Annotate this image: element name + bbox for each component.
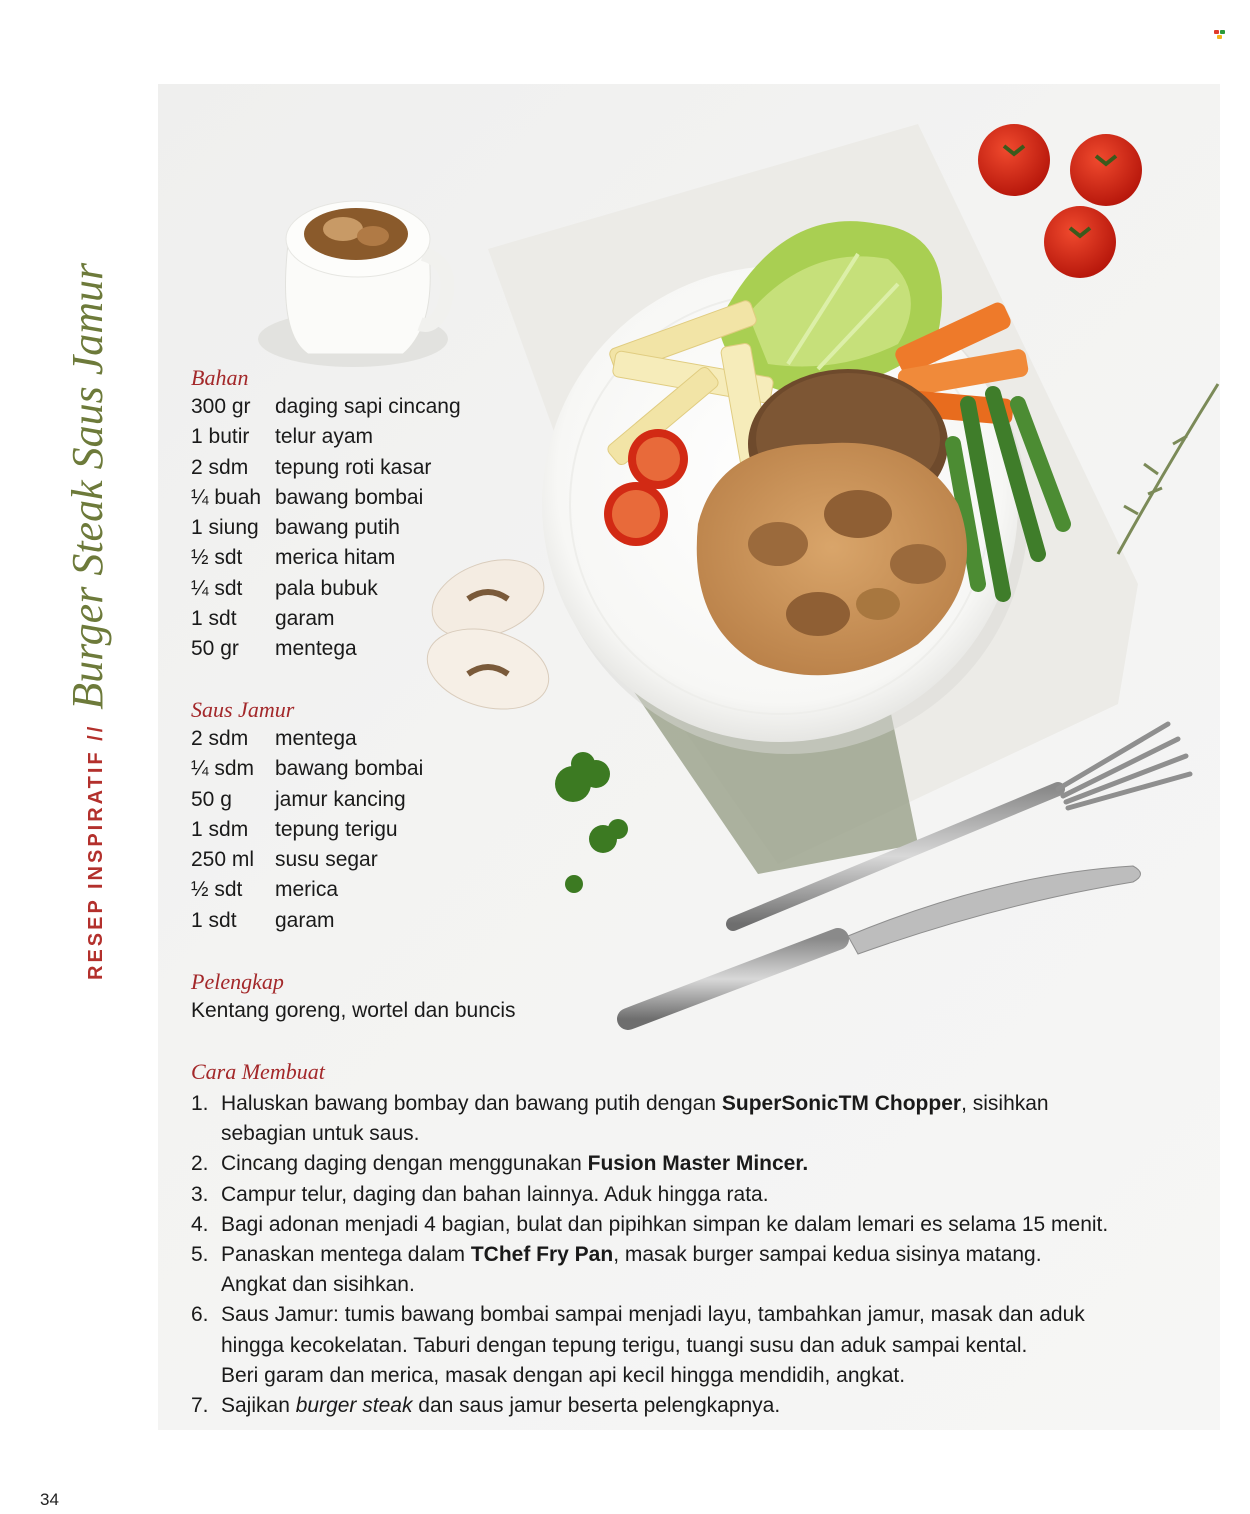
step-item: 2. Cincang daging dengan menggunakan Fusion Master Mincer. <box>191 1152 809 1176</box>
cherry-tomatoes <box>978 124 1142 278</box>
parsley <box>555 752 628 893</box>
bahan-list <box>191 392 461 665</box>
pelengkap-heading: Pelengkap <box>191 969 284 994</box>
list-item: 1 butir telur ayam <box>191 425 374 449</box>
step-item: 5. Panaskan mentega dalam TChef Fry Pan, masak burger sampai kedua sisinya matang. Angkat dan sisihkan. <box>191 1243 1042 1297</box>
list-item: ¼ sdt pala bubuk <box>191 576 378 600</box>
thyme-sprig <box>1118 384 1218 554</box>
pelengkap-text: Kentang goreng, wortel dan buncis <box>191 999 516 1022</box>
list-item: 250 ml susu segar <box>191 848 378 872</box>
list-item: 1 sdm tepung terigu <box>191 817 398 841</box>
list-item: 300 gr daging sapi cincang <box>191 395 461 418</box>
cara-heading: Cara Membuat <box>191 1059 325 1084</box>
step-item: 7. Sajikan burger steak dan saus jamur beserta pelengkapnya. <box>191 1394 781 1418</box>
list-item: 1 sdt garam <box>191 908 335 932</box>
step-item: 4. Bagi adonan menjadi 4 bagian, bulat dan pipihkan simpan ke dalam lemari es selama 15 menit. <box>191 1212 1109 1236</box>
side-title-block <box>62 263 113 980</box>
corner-color-mark <box>1214 30 1226 39</box>
step-item: 1. Haluskan bawang bombay dan bawang putih dengan SuperSonicTM Chopper, sisihkan sebagian untuk saus. <box>191 1092 1049 1146</box>
product-name: TChef Fry Pan <box>470 1243 614 1267</box>
list-item: 2 sdm mentega <box>191 727 357 750</box>
list-item: 1 siung bawang putih <box>191 516 400 540</box>
steps-list <box>191 1089 1211 1421</box>
list-item: 2 sdm tepung roti kasar <box>191 455 432 479</box>
list-item: 50 g jamur kancing <box>191 787 406 811</box>
step-item: 6. Saus Jamur: tumis bawang bombai sampai menjadi layu, tambahkan jamur, masak dan aduk hingga kecokelatan. Taburi dengan tepung terigu, tuangi susu dan aduk sampai kental. Beri garam dan merica, masak dengan api kecil hingga mendidih, angkat. <box>191 1303 1085 1387</box>
recipe-title: Burger Steak Saus Jamur <box>63 262 112 710</box>
list-item: 1 sdt garam <box>191 607 335 631</box>
knife <box>628 866 1141 1019</box>
list-item: ½ sdt merica hitam <box>191 546 396 570</box>
saus-list <box>191 724 423 936</box>
list-item: ¼ buah bawang bombai <box>191 485 424 509</box>
list-item: 50 gr mentega <box>191 637 357 661</box>
gravy-jug <box>258 201 448 367</box>
section-kicker: RESEP INSPIRATIF // <box>85 723 107 980</box>
saus-heading: Saus Jamur <box>191 697 295 722</box>
list-item: ½ sdt merica <box>191 878 339 902</box>
product-name: SuperSonicTM Chopper <box>721 1092 962 1115</box>
bahan-heading: Bahan <box>191 365 249 390</box>
page-number: 34 <box>40 1490 59 1509</box>
step-item: 3. Campur telur, daging dan bahan lainnya. Aduk hingga rata. <box>191 1182 769 1206</box>
list-item: ¼ sdm bawang bombai <box>191 757 424 781</box>
product-name: Fusion Master Mincer. <box>587 1152 809 1176</box>
